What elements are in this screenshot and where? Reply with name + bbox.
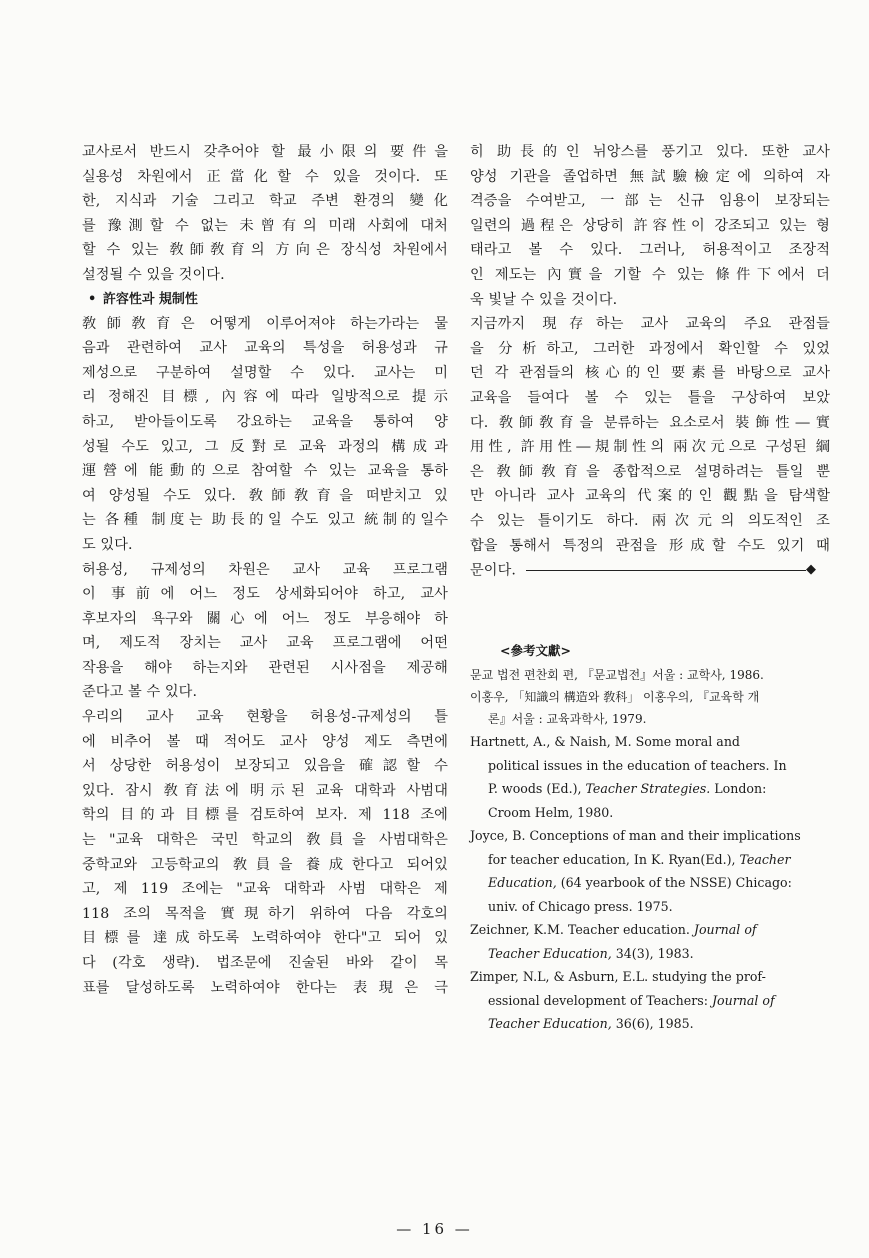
paragraph: [82, 140, 448, 288]
section-heading-text: 許容性과 規制性: [102, 291, 198, 307]
text-line: 태라고 볼 수 있다. 그러나, 허용적이고 조장적: [470, 242, 830, 259]
text-line: 학의 目的과 目標를 검토하여 보자. 제 118 조에: [82, 807, 448, 824]
text-line: 서 상당한 허용성이 보장되고 있음을 確認할 수: [82, 758, 448, 775]
reference-text: Zimper, N.L, & Asburn, E.L. studying the prof-: [470, 969, 766, 984]
reference-title: Journal of: [693, 922, 757, 937]
reference-text: Joyce, B. Conceptions of man and their implications: [470, 828, 801, 843]
text-line: 욱 빛날 수 있을 것이다.: [470, 291, 618, 308]
text-line: 교사로서 반드시 갖추어야 할 最小限의 要件을: [82, 144, 448, 160]
text-line: 실용성 차원에서 正當化할 수 있을 것이다. 또: [82, 168, 448, 185]
page-number: — 16 —: [396, 1220, 473, 1238]
reference-title: Journal of: [711, 992, 775, 1008]
reference-text: political issues in the education of teachers. In: [488, 757, 787, 773]
text-line: 을 分析하고, 그러한 과정에서 확인할 수 있었: [470, 340, 830, 357]
right-column: [470, 140, 830, 583]
text-line: 敎師敎育은 어떻게 이루어져야 하는가라는 물: [82, 315, 448, 332]
text-line: 만 아니라 교사 교육의 代案的인 觀點을 탐색할: [470, 488, 830, 505]
paragraph: [470, 312, 830, 583]
text-line: 성될 수도 있고, 그 反對로 교육 과정의 構成과: [82, 438, 448, 455]
reference-title: Teacher: [739, 851, 791, 867]
references-section: [470, 640, 830, 1036]
text-line: 중학교와 고등학교의 敎員을 養成한다고 되어있: [82, 856, 448, 873]
text-line: 있다. 잠시 敎育法에 明示된 교육 대학과 사범대: [82, 782, 448, 799]
paragraph: [470, 140, 830, 312]
text-line: 여 양성될 수도 있다. 敎師敎育을 떠받치고 있: [82, 487, 448, 504]
reference-entry: [470, 664, 830, 686]
text-line: 제성으로 구분하여 설명할 수 있다. 교사는 미: [82, 364, 448, 381]
text-line: 118 조의 목적을 實現하기 위하여 다음 각호의: [82, 905, 448, 922]
text-line: 이 事前에 어느 정도 상세화되어야 하고, 교사: [82, 586, 448, 603]
text-line: 허용성, 규제성의 차원은 교사 교육 프로그램: [82, 561, 448, 578]
text-line: 음과 관련하여 교사 교육의 특성을 허용성과 규: [82, 340, 448, 357]
text-line: 用性, 許用性―規制性의 兩次元으로 구성된 綱: [470, 439, 830, 456]
text-line: 도 있다.: [82, 536, 133, 553]
text-line: 일련의 過程은 상당히 許容性이 강조되고 있는 형: [470, 217, 830, 234]
text-line: [470, 558, 830, 583]
reference-text: Zeichner, K.M. Teacher education.: [470, 922, 694, 937]
text-line: 지금까지 現存하는 교사 교육의 주요 관점들: [470, 316, 830, 333]
reference-text: London:: [710, 781, 767, 796]
reference-entry: [470, 686, 830, 730]
reference-text: 이홍우, 「知識의 構造와 敎科」 이홍우의, 『교육학 개: [470, 690, 760, 704]
text-line: 설정될 수 있을 것이다.: [82, 266, 225, 283]
text-line: 다. 敎師敎育을 분류하는 요소로서 裝飾性―實: [470, 414, 830, 431]
reference-text: P. woods (Ed.),: [488, 781, 586, 796]
reference-text: Croom Helm, 1980.: [488, 804, 614, 820]
reference-text: for teacher education, In K. Ryan(Ed.),: [488, 851, 740, 867]
text-line: 다 (각호 생략). 법조문에 진술된 바와 같이 목: [82, 955, 448, 971]
text-line-end: 문이다.: [470, 562, 517, 579]
reference-entry: [470, 824, 830, 918]
reference-text: (64 yearbook of the NSSE) Chicago:: [556, 875, 792, 890]
reference-text: 문교 법전 편찬회 편, 『문교법전』서울 : 교학사, 1986.: [470, 668, 764, 682]
references-list: [470, 664, 830, 1036]
reference-entry: [470, 918, 830, 965]
text-line: 運營에 能動的으로 참여할 수 있는 교육을 통하: [82, 463, 448, 480]
reference-entry: [470, 730, 830, 824]
text-line: 표를 달성하도록 노력하여야 한다는 表現은 극: [82, 979, 448, 996]
left-column: [82, 140, 448, 1000]
end-rule: [526, 570, 806, 571]
text-line: 교육을 들여다 볼 수 있는 틀을 구상하여 보았: [470, 389, 830, 406]
text-line: 준다고 볼 수 있다.: [82, 684, 198, 701]
text-line: 던 각 관점들의 核心的인 要素를 바탕으로 교사: [470, 365, 830, 382]
text-line: 격증을 수여받고, 一部는 신규 임용이 보장되는: [470, 193, 830, 210]
paragraph: [82, 558, 448, 706]
reference-title: Teacher Education,: [488, 945, 612, 961]
text-line: 며, 제도적 장치는 교사 교육 프로그램에 어떤: [82, 635, 448, 652]
reference-text: 34(3), 1983.: [611, 945, 694, 961]
reference-entry: [470, 965, 830, 1036]
reference-text: 론』서울 : 교육과학사, 1979.: [488, 712, 647, 726]
reference-title: Teacher Education,: [488, 1016, 612, 1031]
text-line: 는 "교육 대학은 국민 학교의 敎員을 사범대학은: [82, 832, 448, 849]
paragraph: [82, 705, 448, 1000]
reference-title: Teacher Strategies.: [585, 781, 711, 796]
text-line: 수 있는 틀이기도 하다. 兩次元의 의도적인 조: [470, 512, 830, 529]
text-line: 目標를 達成하도록 노력하여야 한다"고 되어 있: [82, 930, 448, 947]
text-line: 를 豫測할 수 없는 未曾有의 미래 사회에 대처: [82, 217, 448, 234]
reference-text: Hartnett, A., & Naish, M. Some moral and: [470, 734, 740, 749]
text-line: 하고, 받아들이도록 강요하는 교육을 통하여 양: [82, 413, 448, 430]
reference-text: essional development of Teachers:: [488, 992, 712, 1008]
text-line: 는 各種 制度는 助長的일 수도 있고 統制的일수: [82, 512, 448, 529]
section-heading: [82, 288, 448, 312]
reference-text: 36(6), 1985.: [611, 1016, 694, 1031]
text-line: 히 助長的인 뉘앙스를 풍기고 있다. 또한 교사: [470, 144, 830, 160]
paragraph: [82, 312, 448, 558]
text-line: 고, 제 119 조에는 "교육 대학과 사범 대학은 제: [82, 881, 448, 898]
diamond-end-mark-icon: ◆: [806, 562, 817, 578]
text-line: 리 정해진 目標, 內容에 따라 일방적으로 提示: [82, 389, 448, 406]
bullet-icon: •: [88, 291, 97, 307]
text-line: 작용을 해야 하는지와 관련된 시사점을 제공해: [82, 659, 448, 676]
text-line: 에 비추어 볼 때 적어도 교사 양성 제도 측면에: [82, 733, 448, 750]
text-line: 인 제도는 內實을 기할 수 있는 條件下에서 더: [470, 266, 830, 283]
text-line: 은 敎師敎育을 종합적으로 설명하려는 틀일 뿐: [470, 463, 830, 480]
text-line: 한, 지식과 기술 그리고 학교 주변 환경의 變化: [82, 193, 448, 210]
text-line: 우리의 교사 교육 현황을 허용성-규제성의 틀: [82, 709, 448, 726]
reference-text: univ. of Chicago press. 1975.: [488, 898, 673, 914]
text-line: 합을 통해서 특정의 관점을 形成할 수도 있기 때: [470, 537, 830, 554]
text-line: 할 수 있는 敎師敎育의 方向은 장식성 차원에서: [82, 242, 448, 259]
text-line: 후보자의 욕구와 關心에 어느 정도 부응해야 하: [82, 610, 448, 627]
text-line: 양성 기관을 졸업하면 無試驗檢定에 의하여 자: [470, 168, 830, 185]
reference-title: Education,: [488, 875, 557, 890]
references-title: <參考文獻>: [500, 643, 571, 658]
